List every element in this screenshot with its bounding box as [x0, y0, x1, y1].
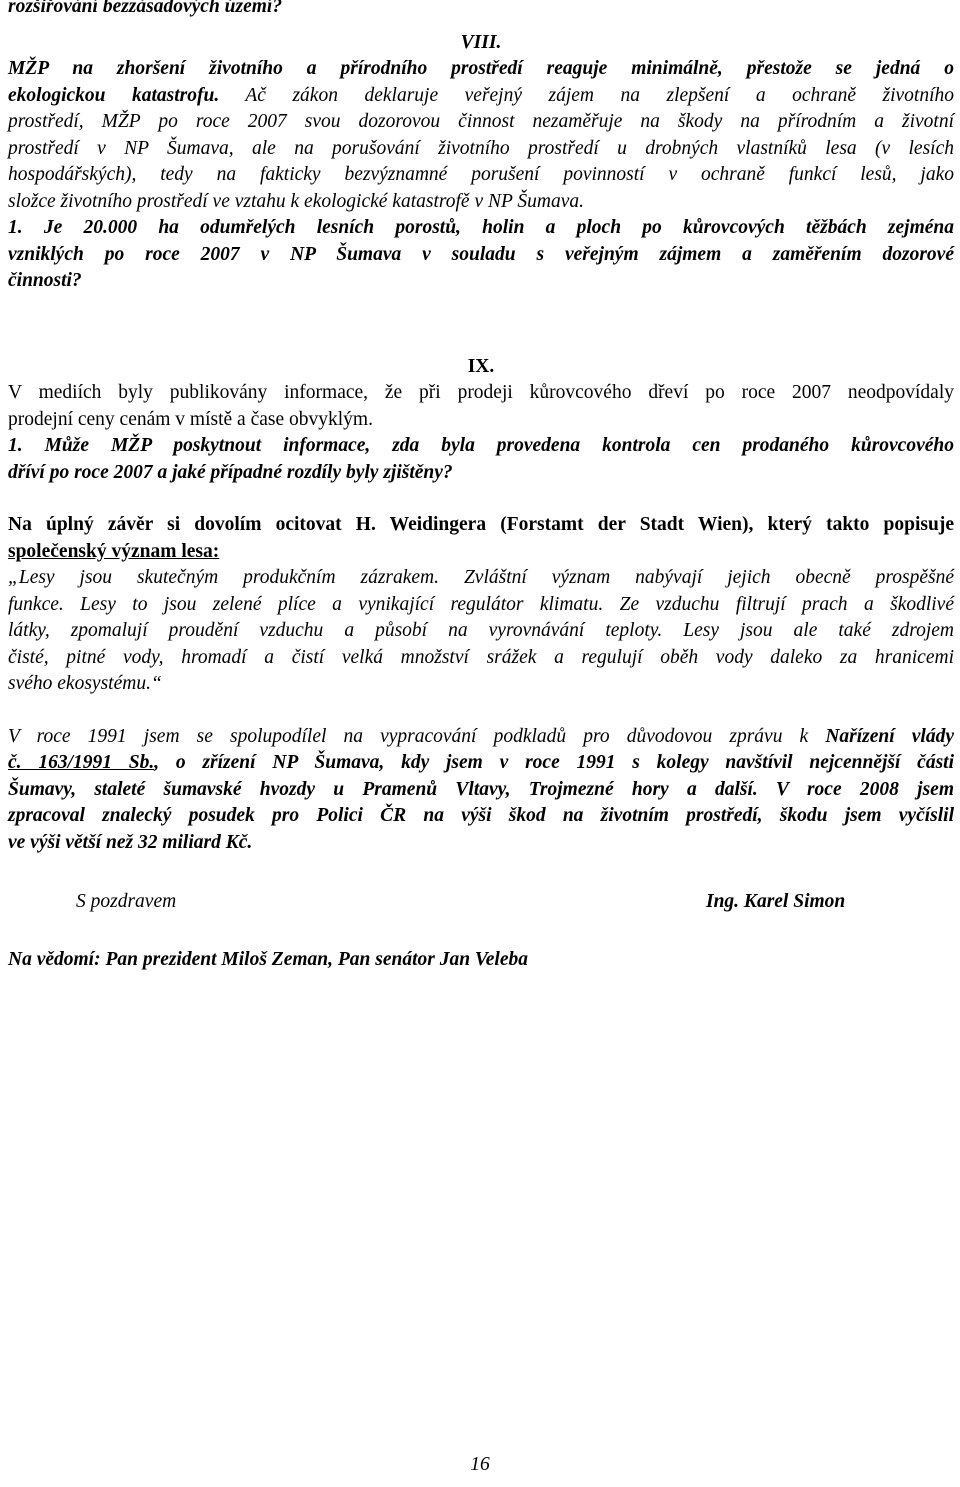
- section-ix-question-line: 1. Může MŽP poskytnout informace, zda byla provedena kontrola cen prodaného kůrovcového: [8, 435, 954, 456]
- personal-bold-line: ve výši větší než 32 miliard Kč.: [8, 831, 253, 853]
- cc-line: Na vědomí: Pan prezident Miloš Zeman, Pan senátor Jan Veleba: [8, 949, 529, 970]
- personal-line2: [8, 750, 954, 777]
- conclusion-intro-line: Na úplný závěr si dovolím ocitovat H. Weidingera (Forstamt der Stadt Wien), který takto popisuje: [8, 514, 954, 535]
- personal-line1: [8, 724, 954, 751]
- quote-line: svého ekosystému.“: [8, 673, 162, 694]
- regulation-number: č. 163/1991 Sb.: [8, 752, 155, 773]
- section-viii-question-line: 1. Je 20.000 ha odumřelých lesních porostů, holin a ploch po kůrovcových těžbách zejména: [8, 217, 954, 238]
- section-viii-title-bold: ekologickou katastrofu.: [8, 84, 220, 106]
- section-ix-question-line: dříví po roce 2007 a jaké případné rozdíly byly zjištěny?: [8, 461, 453, 483]
- section-viii-heading: VIII.: [460, 31, 502, 53]
- section-viii-title-line2: [8, 83, 954, 110]
- conclusion-intro-line: společenský význam lesa:: [8, 540, 220, 562]
- section-viii-body-line: hospodářských), tedy na fakticky bezvýznamné porušení povinností v ochraně funkcí lesů, jako: [8, 164, 954, 185]
- section-viii-title-rest: Ač zákon deklaruje veřejný zájem na zlepšení a ochraně životního: [219, 84, 955, 106]
- section-viii-body-line: prostředí, MŽP po roce 2007 svou dozorovou činnost nezaměřuje na škody na přírodním a životní: [8, 111, 954, 132]
- quote-line: látky, zpomalují proudění vzduchu a působí na vyrovnávání teploty. Lesy jsou ale také zdrojem: [8, 620, 954, 641]
- personal-bold-line: zpracoval znalecký posudek pro Polici ČR na výši škod na životním prostředí, škodu jsem vyčíslil: [8, 805, 954, 826]
- top-line: rozšiřování bezzásadových území?: [8, 0, 283, 17]
- signature-greeting: S pozdravem: [76, 891, 177, 912]
- section-ix-body-line: prodejní ceny cenám v místě a čase obvyklým.: [8, 408, 373, 430]
- section-viii-question-line: činnosti?: [8, 270, 82, 291]
- quote-line: „Lesy jsou skutečným produkčním zázrakem. Zvláštní význam nabývají jejich obecně prospěšné: [8, 567, 954, 588]
- section-viii-body-line: složce životního prostředí ve vztahu k ekologické katastrofě v NP Šumava.: [8, 190, 585, 212]
- section-viii-question-line: vzniklých po roce 2007 v NP Šumava v souladu s veřejným zájmem a zaměřením dozorové: [8, 243, 954, 265]
- quote-line: funkce. Lesy to jsou zelené plíce a vynikající regulátor klimatu. Ze vzduchu filtrují prach a škodlivé: [8, 593, 954, 615]
- section-ix-body-line: V mediích byly publikovány informace, že při prodeji kůrovcového dřeví po roce 2007 neodpovídaly: [8, 382, 954, 403]
- section-viii-title-line1: MŽP na zhoršení životního a přírodního prostředí reaguje minimálně, přestože se jedná o: [8, 58, 954, 79]
- personal-line2-rest: , o zřízení NP Šumava, kdy jsem v roce 1991 s kolegy navštívil nejcennější části: [154, 752, 954, 773]
- personal-line1-text: V roce 1991 jsem se spolupodílel na vypracování podkladů pro důvodovou zprávu k: [8, 725, 826, 747]
- personal-bold-line: Šumavy, staleté šumavské hvozdy u Pramenů Vltavy, Trojmezné hory a další. V roce 2008 jsem: [8, 778, 954, 800]
- signature-block: [8, 891, 954, 921]
- quote-line: čisté, pitné vody, hromadí a čistí velká množství srážek a regulují oběh vody daleko za hranicemi: [8, 646, 954, 668]
- signature-name: Ing. Karel Simon: [706, 891, 846, 912]
- document-page: [8, 0, 954, 974]
- section-ix-heading: IX.: [467, 355, 495, 377]
- page-number: 16: [470, 1454, 490, 1475]
- regulation-name: Nařízení vlády: [825, 725, 955, 747]
- section-viii-body-line: prostředí v NP Šumava, ale na porušování životního prostředí u drobných vlastníků lesa (v lesích: [8, 137, 954, 159]
